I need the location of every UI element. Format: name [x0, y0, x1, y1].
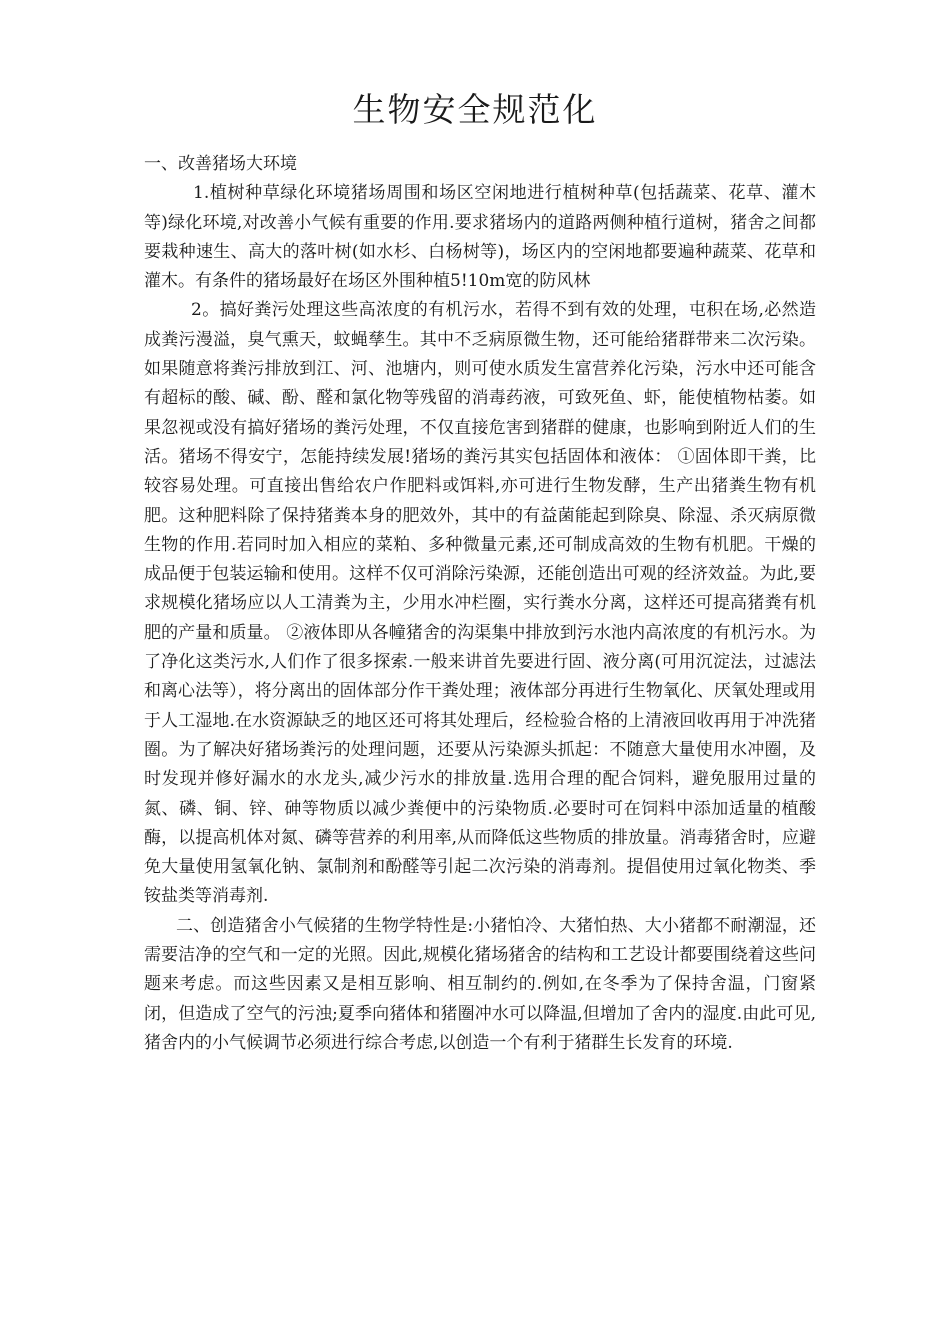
paragraph-greening: 1.植树种草绿化环境猪场周围和场区空闲地进行植树种草(包括蔬菜、花草、灌木等)绿化环境,对改善小气候有重要的作用.要求猪场内的道路两侧种植行道树，猪舍之间都要栽种速生、高大的落叶树(如水杉、白杨树等)，场区内的空闲地都要遍种蔬菜、花草和灌木。有条件的猪场最好在场区外围种植5!10m宽的防风林	[144, 183, 816, 292]
section-heading-1: 一、改善猪场大环境	[144, 154, 297, 174]
paragraph-microclimate: 二、创造猪舍小气候猪的生物学特性是:小猪怕冷、大猪怕热、大小猪都不耐潮湿，还需要洁净的空气和一定的光照。因此,规模化猪场猪舍的结构和工艺设计都要围绕着这些问题来考虑。而这些因素又是相互影响、相互制约的.例如,在冬季为了保持舍温，门窗紧闭，但造成了空气的污浊;夏季向猪体和猪圈冲水可以降温,但增加了舍内的湿度.由此可见,猪舍内的小气候调节必须进行综合考虑,以创造一个有利于猪群生长发育的环境.	[144, 915, 816, 1053]
paragraph-manure-treatment: 2。搞好粪污处理这些高浓度的有机污水，若得不到有效的处理，屯积在场,必然造成粪污漫溢，臭气熏天，蚊蝇孳生。其中不乏病原微生物，还可能给猪群带来二次污染。如果随意将粪污排放到江、河、池塘内，则可使水质发生富营养化污染，污水中还可能含有超标的酸、碱、酚、醛和氯化物等残留的消毒药液，可致死鱼、虾，能使植物枯萎。如果忽视或没有搞好猪场的粪污处理，不仅直接危害到猪群的健康，也影响到附近人们的生活。猪场不得安宁，怎能持续发展!猪场的粪污其实包括固体和液体： ①固体即干粪，比较容易处理。可直接出售给农户作肥料或饵料,亦可进行生物发酵，生产出猪粪生物有机肥。这种肥料除了保持猪粪本身的肥效外，其中的有益菌能起到除臭、除湿、杀灭病原微生物的作用.若同时加入相应的菜粕、多种微量元素,还可制成高效的生物有机肥。干燥的成品便于包装运输和使用。这样不仅可消除污染源，还能创造出可观的经济效益。为此,要求规模化猪场应以人工清粪为主，少用水冲栏圈，实行粪水分离，这样还可提高猪粪有机肥的产量和质量。 ②液体即从各幢猪舍的沟渠集中排放到污水池内高浓度的有机污水。为了净化这类污水,人们作了很多探索.一般来讲首先要进行固、液分离(可用沉淀法，过滤法和离心法等），将分离出的固体部分作干粪处理；液体部分再进行生物氧化、厌氧处理或用于人工湿地.在水资源缺乏的地区还可将其处理后，经检验合格的上清液回收再用于冲洗猪圈。为了解决好猪场粪污的处理问题，还要从污染源头抓起：不随意大量使用水冲圈，及时发现并修好漏水的水龙头,减少污水的排放量.选用合理的配合饲料，避免服用过量的氮、磷、铜、锌、砷等物质以减少粪便中的污染物质.必要时可在饲料中添加适量的植酸酶，以提高机体对氮、磷等营养的利用率,从而降低这些物质的排放量。消毒猪舍时，应避免大量使用氢氧化钠、氯制剂和酚醛等引起二次污染的消毒剂。提倡使用过氧化物类、季铵盐类等消毒剂.	[144, 300, 816, 907]
document-title: 生物安全规范化	[352, 90, 598, 129]
document-body	[144, 150, 816, 1058]
